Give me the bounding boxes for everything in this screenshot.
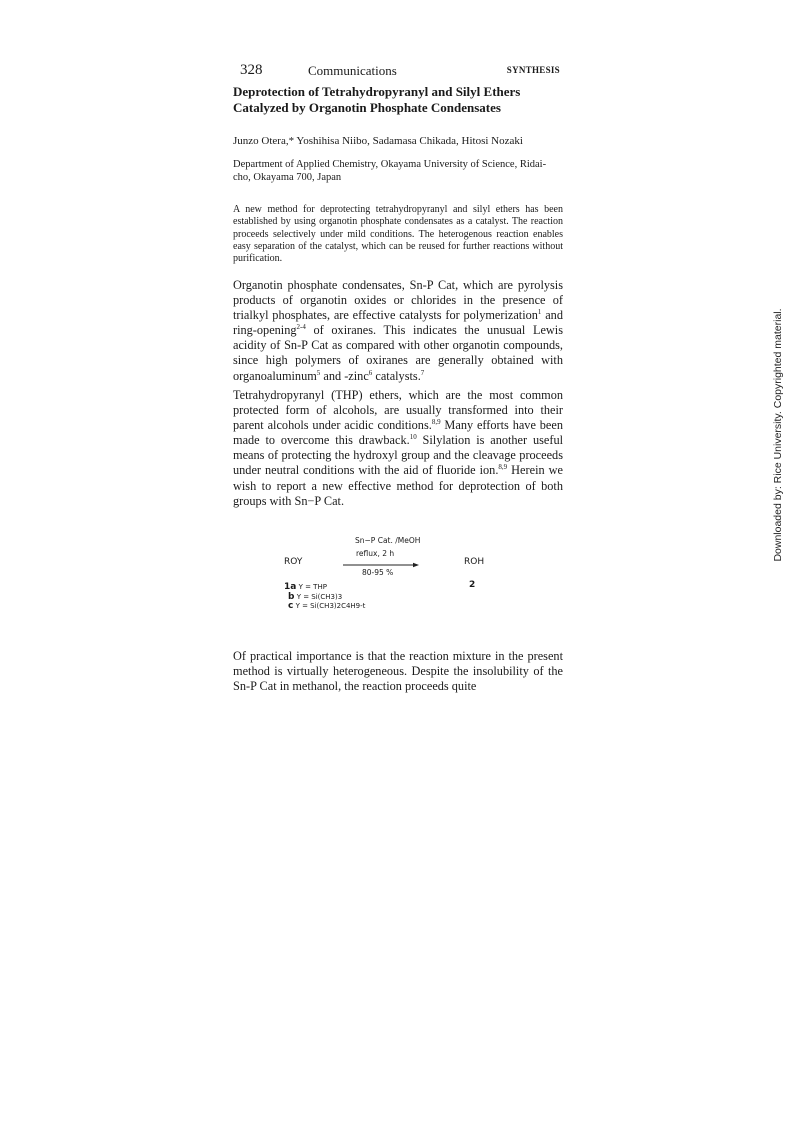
affiliation: Department of Applied Chemistry, Okayama University of Science, Ridai-cho, Okayama 700, Japan (233, 159, 547, 183)
watermark-text: Downloaded by: Rice University. Copyrighted material. (772, 308, 784, 562)
citation-ref: 6 (368, 368, 373, 377)
abstract: A new method for deprotecting tetrahydropyranyl and silyl ethers has been established by using organotin phosphate condensates as a catalyst. The reaction proceeds selectively under mild conditions. The heterogenous reaction enables easy separation of the catalyst, which can be reused for further reactions without purification. (233, 204, 563, 265)
scheme-conditions: reflux, 2 h (356, 549, 395, 558)
citation-ref: 5 (316, 368, 321, 377)
article-title: Deprotection of Tetrahydropyranyl and Silyl Ethers Catalyzed by Organotin Phosphate Condensates (233, 84, 521, 115)
section-name: Communications (308, 63, 397, 78)
page-header (240, 62, 560, 80)
citation-ref: 8,9 (431, 418, 441, 427)
author-list: Junzo Otera,* Yoshihisa Niibo, Sadamasa Chikada, Hitosi Nozaki (233, 135, 523, 147)
scheme-product-number: 2 (469, 580, 476, 590)
reaction-scheme (280, 536, 510, 626)
scheme-reagent: Sn−P Cat. /MeOH (355, 536, 421, 545)
citation-ref: 8,9 (498, 463, 508, 472)
scheme-definition: 1a Y = THP (284, 582, 327, 592)
page-number: 328 (240, 62, 263, 78)
scheme-reactant: ROY (284, 557, 303, 567)
journal-name: SYNTHESIS (506, 65, 560, 75)
citation-ref: 10 (409, 433, 417, 442)
citation-ref: 1 (537, 308, 542, 317)
scheme-yield: 80-95 % (362, 568, 394, 577)
citation-ref: 7 (420, 368, 425, 377)
scheme-definition: c Y = Si(CH3)2C4H9-t (288, 601, 366, 611)
body-paragraph-1: Organotin phosphate condensates, Sn-P Cat, which are pyrolysis products of organotin oxides or chlorides in the presence of trialkyl phosphates, are effective catalysts for polymerization$^1$ and ring-opening$^{2-4}$ of oxiranes. This indicates the unusual Lewis acidity of Sn-P Cat as compared with other organotin compounds, since high polymers of oxiranes are generally obtained with organoaluminum$^5$ and -zinc$^6$ catalysts.$^7$ (233, 278, 563, 383)
body-paragraph-2: Tetrahydropyranyl (THP) ethers, which are the most common protected form of alcohols, are usually transformed into their parent alcohols under acidic conditions.$^{8,9}$ Many efforts have been made to overcome this drawback.$^{10}$ Silylation is another useful means of protecting the hydroxyl group and the cleavage proceeds under neutral conditions with the aid of fluoride ion.$^{8,9}$ Herein we wish to report a new effective method for deprotection of both groups with Sn−P Cat. (233, 388, 564, 508)
scheme-product: ROH (464, 557, 485, 567)
citation-ref: 2-4 (296, 323, 306, 332)
scheme-definition: b Y = Si(CH3)3 (288, 592, 343, 602)
body-paragraph-3: Of practical importance is that the reaction mixture in the present method is virtually heterogeneous. Despite the insolubility of the Sn-P Cat in methanol, the reaction proceeds quite (233, 649, 563, 694)
